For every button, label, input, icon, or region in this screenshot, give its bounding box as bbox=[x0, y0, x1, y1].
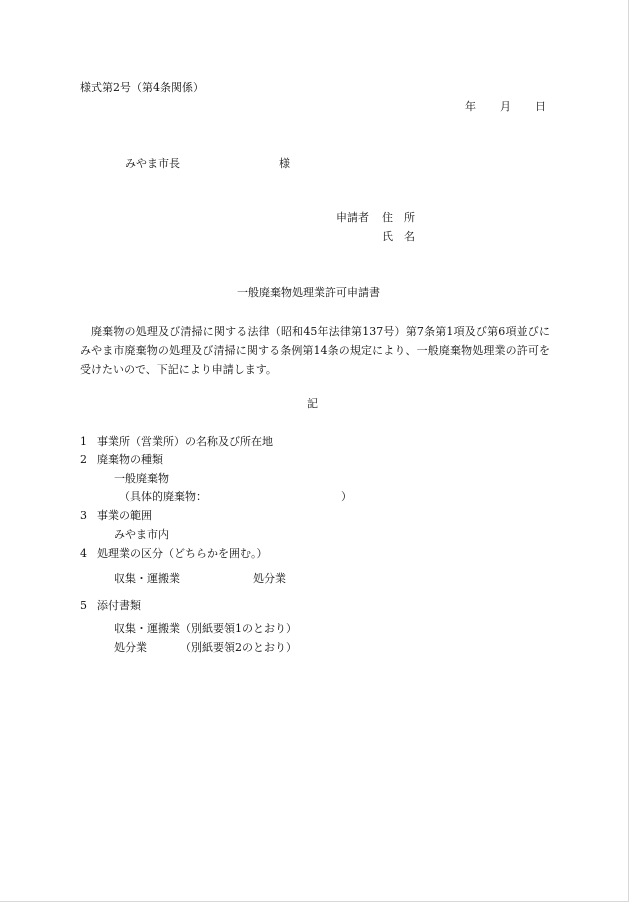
option-disposal: 処分業 bbox=[253, 572, 286, 585]
date-month: 月 bbox=[500, 100, 511, 113]
item-number: 1 bbox=[80, 435, 87, 448]
specific-waste-close: ） bbox=[341, 490, 352, 503]
applicant-label: 申請者 bbox=[336, 211, 369, 224]
item-number: 3 bbox=[80, 509, 87, 522]
item-number: 2 bbox=[80, 453, 87, 466]
option-collection-transport: 収集・運搬業 bbox=[114, 572, 180, 585]
attachment-2-name: 処分業 bbox=[114, 641, 147, 654]
date-year: 年 bbox=[465, 100, 476, 113]
item-label: 事業所（営業所）の名称及び所在地 bbox=[97, 435, 273, 448]
date-day: 日 bbox=[535, 100, 546, 113]
item-number: 4 bbox=[80, 547, 87, 560]
document-title: 一般廃棄物処理業許可申請書 bbox=[237, 286, 380, 299]
attachment-1-name: 収集・運搬業 bbox=[114, 622, 180, 635]
item-label: 処理業の区分（どちらかを囲む。） bbox=[97, 547, 268, 560]
applicant-name-label: 氏 名 bbox=[382, 230, 415, 243]
form-number: 様式第2号（第4条関係） bbox=[80, 81, 204, 94]
item-label: 事業の範囲 bbox=[97, 509, 152, 522]
attachment-2-note: （別紙要領2のとおり） bbox=[180, 641, 297, 654]
business-area: みやま市内 bbox=[114, 528, 169, 541]
body-paragraph: 廃棄物の処理及び清掃に関する法律（昭和45年法律第137号）第7条第1項及び第6項並びにみやま市廃棄物の処理及び清掃に関する条例第14条の規定により、一般廃棄物処理業の許可を受けたいので、下記により申請します。 bbox=[80, 325, 550, 376]
addressee-name: みやま市長 bbox=[125, 157, 180, 170]
waste-type-general: 一般廃棄物 bbox=[114, 472, 169, 485]
ki-marker: 記 bbox=[307, 397, 318, 410]
specific-waste-open: （具体的廃棄物： bbox=[119, 490, 207, 503]
attachment-1-note: （別紙要領1のとおり） bbox=[180, 622, 297, 635]
addressee-honorific: 様 bbox=[279, 157, 290, 170]
applicant-address-label: 住 所 bbox=[382, 211, 415, 224]
item-label: 添付書類 bbox=[97, 599, 141, 612]
item-number: 5 bbox=[80, 599, 87, 612]
item-label: 廃棄物の種類 bbox=[97, 453, 163, 466]
